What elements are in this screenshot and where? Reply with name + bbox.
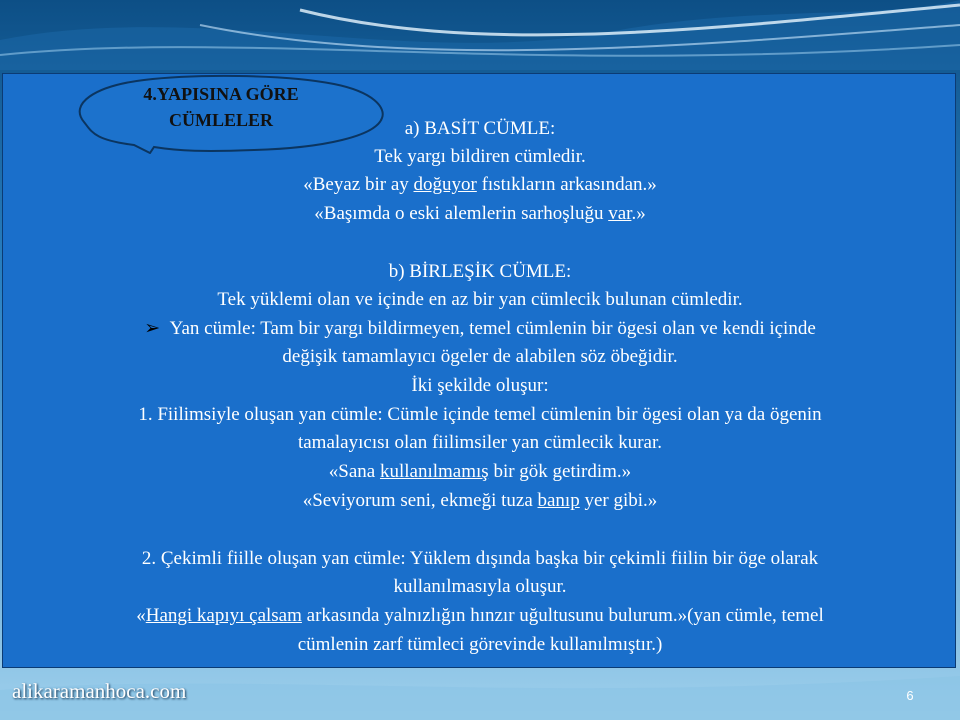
arrow-bullet-icon: ➢ xyxy=(144,318,161,339)
iki-sekilde-line: İki şekilde oluşur: xyxy=(411,375,549,396)
fiilimsi-line-1: 1. Fiilimsiyle oluşan yan cümle: Cümle içinde temel cümlenin bir ögesi olan ya da ögenin xyxy=(138,404,822,425)
yan-cumle-line-2: değişik tamamlayıcı ögeler de alabilen söz öbeğidir. xyxy=(282,346,678,367)
page-number: 6 xyxy=(906,688,914,703)
bubble-title-line-1: 4.YAPISINA GÖRE xyxy=(143,84,299,104)
example-line-6: cümlenin zarf tümleci görevinde kullanılmıştır.) xyxy=(297,634,663,655)
cekimli-line-2: kullanılmasıyla oluşur. xyxy=(393,576,567,597)
fiilimsi-label: 1. Fiilimsiyle oluşan yan cümle: xyxy=(138,404,383,425)
example-line-4: «Seviyorum seni, ekmeği tuza banıp yer gibi.» xyxy=(302,490,658,511)
yan-cumle-line-1: ➢ Yan cümle: Tam bir yargı bildirmeyen, temel cümlenin bir ögesi olan ve kendi içinde xyxy=(144,318,816,339)
example-line-3: «Sana kullanılmamış bir gök getirdim.» xyxy=(328,461,632,482)
example-line-5: «Hangi kapıyı çalsam arkasında yalnızlığın hınzır uğultusunu bulurum.»(yan cümle, temel xyxy=(136,605,824,626)
cekimli-label: 2. Çekimli fiille oluşan yan cümle: xyxy=(141,548,406,569)
cekimli-line-1: 2. Çekimli fiille oluşan yan cümle: Yüklem dışında başka bir çekimli fiilin bir öge olarak xyxy=(141,548,819,569)
fiilimsi-line-2: tamalayıcısı olan fiilimsiler yan cümlecik kurar. xyxy=(297,432,663,453)
yan-cumle-label: Yan cümle: xyxy=(169,318,256,339)
content-box xyxy=(2,73,956,668)
section-a-heading: a) BASİT CÜMLE: xyxy=(404,118,556,139)
footer-website: alikaramanhoca.com xyxy=(12,679,187,703)
example-line-2: «Başımda o eski alemlerin sarhoşluğu var.» xyxy=(314,203,646,224)
example-line-1: «Beyaz bir ay doğuyor fıstıkların arkasından.» xyxy=(303,174,657,195)
bubble-title-line-2: CÜMLELER xyxy=(168,110,273,130)
section-b-definition: Tek yüklemi olan ve içinde en az bir yan cümlecik bulunan cümledir. xyxy=(217,289,743,310)
section-a-definition: Tek yargı bildiren cümledir. xyxy=(374,146,586,167)
section-b-heading: b) BİRLEŞİK CÜMLE: xyxy=(388,261,572,282)
